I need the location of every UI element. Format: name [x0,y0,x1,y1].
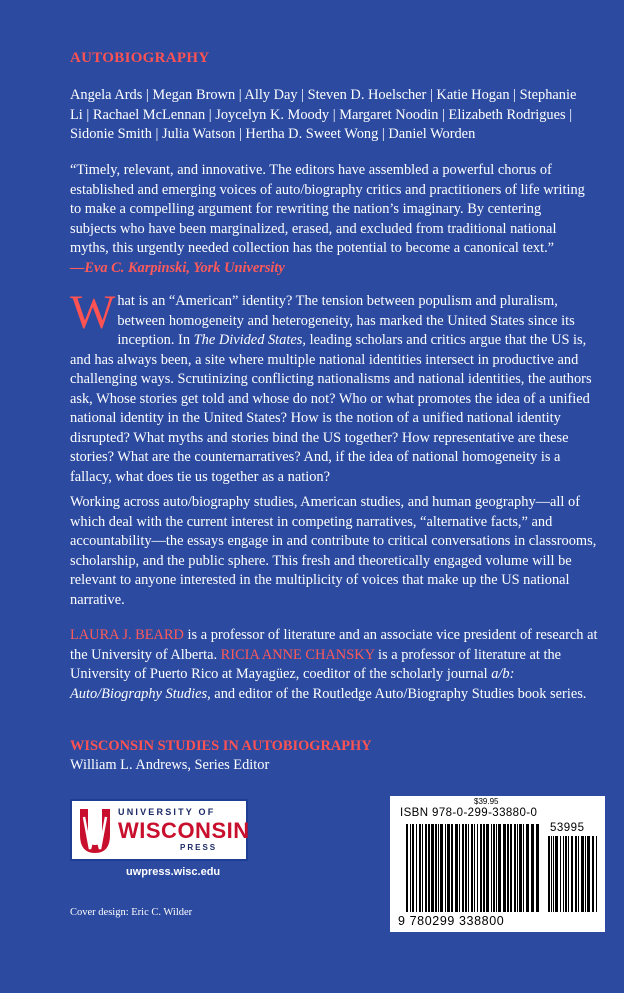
barcode-bar [563,836,564,912]
barcode-bar [445,824,446,912]
barcode-bar [517,824,518,912]
barcode-bar [503,824,506,912]
description-paragraph-1 [70,286,600,487]
bio-text-3: , and editor of the Routledge Auto/Biography Studies book series. [207,685,587,702]
addon-digits: 53995 [550,822,585,834]
publisher-url: uwpress.wisc.edu [126,866,221,878]
barcode-bar [483,824,485,912]
barcode-bar [440,824,443,912]
journal-title: a/b: Auto/Biography Studies [70,666,515,702]
barcode-bar [425,824,427,912]
bio-text-1: is a professor of literature and an associate vice president of research at the University of Alberta. [70,627,598,663]
barcode-bar [462,824,464,912]
barcode-bar [496,824,497,912]
barcode-bar [551,836,552,912]
barcode-bar [477,824,478,912]
barcode-bar [585,836,586,912]
barcode-bar [526,824,529,912]
barcode-bar [592,836,594,912]
barcode-bar [493,824,495,912]
barcode-bar [474,824,475,912]
barcode-bar [459,824,460,912]
drop-cap: W [70,286,116,339]
editor-name-2: RICIA ANNE CHANSKY [220,646,375,663]
book-title-italic: The Divided States [193,332,303,348]
price-label: $39.95 [474,797,499,806]
barcode-bar [468,824,469,912]
barcode-bar [451,824,453,912]
barcode-bar [498,824,501,912]
barcode-bar [560,836,561,912]
barcode-bars [390,796,605,932]
barcode-bar [568,836,569,912]
publisher-logo [70,799,248,861]
barcode-bar [455,824,458,912]
editor-name-1: LAURA J. BEARD [70,627,184,643]
barcode-bar [571,836,573,912]
barcode-bar [553,836,554,912]
bio-text-2: is a professor of literature at the University of Puerto Rico at Mayagüez, coeditor of the scholarly journal [70,646,562,682]
barcode-bar [431,824,434,912]
uw-crest-icon [78,805,112,857]
category-label: AUTOBIOGRAPHY [70,50,210,66]
barcode-bar [447,824,450,912]
barcode-bar [548,836,550,912]
editor-bios [70,626,600,704]
barcode-bar [507,824,509,912]
series-editor: William L. Andrews, Series Editor [70,757,270,773]
barcode-bar [422,824,423,912]
barcode-panel [390,796,605,932]
logo-press: PRESS [180,843,218,852]
barcode-bar [419,824,421,912]
blurb-attribution: —Eva C. Karpinski, York University [70,259,285,276]
barcode-bar [510,824,512,912]
cover-design-credit: Cover design: Eric C. Wilder [70,907,193,918]
barcode-bar [435,824,437,912]
barcode-bar [486,824,489,912]
barcode-bar [480,824,482,912]
barcode-bar [416,824,417,912]
description-paragraph-2: Working across auto/biography studies, American studies, and human geography—all of which deal with the current interest in competing narratives, “alternative facts,” and accountability—the essays engage in and contribute to critical conversations in classrooms, scholarship, and the public sphere. This fresh and theoretically engaged volume will be relevant to anyone interested in the multiplicity of voices that make up the US national narrative. [70,494,597,608]
barcode-bar [471,824,473,912]
barcode-bar [412,824,414,912]
ean-digits: 9 780299 338800 [398,914,505,928]
series-title: WISCONSIN STUDIES IN AUTOBIOGRAPHY [70,738,372,754]
barcode-bar [491,824,492,912]
contributors-list: Angela Ards | Megan Brown | Ally Day | Steven D. Hoelscher | Katie Hogan | Stephanie Li | Rachael McLennan | Joycelyn K. Moody | Margaret Noodin | Elizabeth Rodrigues | Sidonie Smith | Julia Watson | Hertha D. Sweet Wong | Daniel Worden [70,87,577,142]
logo-university-of: UNIVERSITY OF [118,807,216,817]
barcode-bar [406,824,408,912]
isbn-text: ISBN 978-0-299-33880-0 [400,807,538,819]
barcode-bar [410,824,411,912]
logo-wisconsin: WISCONSIN [118,818,250,843]
endorsement-blurb [70,161,590,278]
blurb-quote: “Timely, relevant, and innovative. The editors have assembled a powerful chorus of established and emerging voices of auto/biography critics and practitioners of life writing to make a compelling argument for rewriting the nation’s imaginary. By centering subjects who have been marginalized, erased, and excluded from traditional national myths, this urgently needed collection has the potential to become a canonical text.” [70,162,585,256]
barcode-bar [519,824,522,912]
barcode-bar [575,836,577,912]
desc-text-a: hat is an “American” identity? The tension between populism and pluralism, between homogeneity and heterogeneity, has marked the United States since its inception. In [117,293,575,348]
barcode-bar [581,836,584,912]
barcode-bar [514,824,516,912]
barcode-bar [587,836,590,912]
barcode-bar [565,836,567,912]
series-block [70,737,590,775]
barcode-bar [555,836,558,912]
barcode-bar [536,824,539,912]
barcode-bar [428,824,430,912]
barcode-bar [596,836,597,912]
barcode-bar [465,824,467,912]
barcode-bar [523,824,524,912]
barcode-bar [578,836,579,912]
barcode-bar [438,824,439,912]
barcode-bar [531,824,534,912]
desc-text-b: , leading scholars and critics argue that the US is, and has always been, a site where multiple national identities intersect in productive and challenging ways. Scrutinizing conflicting nationalisms and national identities, the authors ask, Whose stories get told and whose do not? Who or what promotes the idea of a unified national identity in the United States? How is the notion of a unified national identity disrupted? What myths and stories bind the US together? How representative are these stories? What are the counternarratives? And, if the idea of national homogeneity is a fallacy, what does tie us together as a nation? [70,332,592,485]
